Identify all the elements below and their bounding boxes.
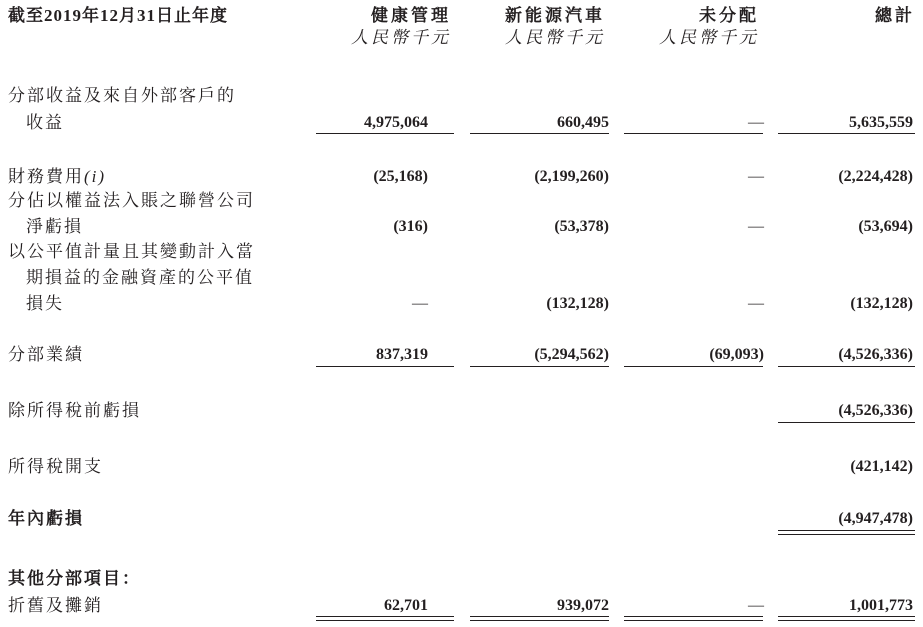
double-underline bbox=[778, 530, 915, 535]
column-header-health bbox=[291, 5, 451, 49]
underline bbox=[778, 422, 915, 423]
cell-value: (132,128) bbox=[546, 295, 609, 312]
double-underline bbox=[778, 616, 915, 621]
double-underline bbox=[316, 616, 454, 621]
cell-value: (421,142) bbox=[850, 458, 913, 475]
row-label-share-of-loss-2: 淨虧損 bbox=[26, 217, 83, 236]
double-underline bbox=[624, 616, 763, 621]
table-title: 截至2019年12月31日止年度 bbox=[8, 6, 228, 25]
underline bbox=[470, 366, 609, 367]
column-header-nev bbox=[445, 5, 605, 49]
cell-value: 837,319 bbox=[376, 346, 428, 363]
cell-value: — bbox=[748, 597, 764, 614]
row-label-other-items: 其他分部項目： bbox=[8, 569, 141, 588]
underline bbox=[778, 366, 915, 367]
underline bbox=[624, 366, 763, 367]
cell-value: (4,526,336) bbox=[838, 346, 913, 363]
row-label-fair-value-1: 以公平值計量且其變動計入當 bbox=[8, 242, 255, 261]
column-name: 新能源汽車 bbox=[505, 6, 605, 25]
cell-value: (4,947,478) bbox=[838, 510, 913, 527]
cell-value: (316) bbox=[393, 218, 428, 235]
cell-value: (69,093) bbox=[709, 346, 764, 363]
cell-value: 5,635,559 bbox=[849, 114, 913, 131]
cell-value: (2,224,428) bbox=[838, 168, 913, 185]
cell-value: (5,294,562) bbox=[534, 346, 609, 363]
cell-value: — bbox=[748, 114, 764, 131]
cell-value: — bbox=[748, 168, 764, 185]
cell-value: (2,199,260) bbox=[534, 168, 609, 185]
cell-value: 62,701 bbox=[384, 597, 428, 614]
column-header-unallocated bbox=[599, 5, 759, 49]
cell-value: 939,072 bbox=[557, 597, 609, 614]
row-label-share-of-loss-1: 分佔以權益法入賬之聯營公司 bbox=[8, 191, 255, 210]
underline bbox=[778, 133, 915, 134]
row-label-loss-for-year: 年內虧損 bbox=[8, 509, 84, 528]
underline bbox=[316, 366, 454, 367]
row-label-income-tax: 所得稅開支 bbox=[8, 457, 103, 476]
row-label-finance-costs bbox=[8, 165, 106, 189]
row-label-segment-revenue-1: 分部收益及來自外部客戶的 bbox=[8, 86, 236, 105]
cell-value: — bbox=[748, 295, 764, 312]
double-underline bbox=[470, 616, 609, 621]
underline bbox=[624, 133, 763, 134]
row-label-segment-revenue-2: 收益 bbox=[26, 113, 64, 132]
row-label-fair-value-3: 損失 bbox=[26, 294, 64, 313]
column-unit: 人民幣千元 bbox=[351, 28, 451, 47]
cell-value: — bbox=[748, 218, 764, 235]
cell-value: (25,168) bbox=[373, 168, 428, 185]
column-unit: 人民幣千元 bbox=[659, 28, 759, 47]
column-unit: 人民幣千元 bbox=[505, 28, 605, 47]
row-label-segment-results: 分部業績 bbox=[8, 345, 84, 364]
cell-value: (4,526,336) bbox=[838, 402, 913, 419]
row-label-depreciation: 折舊及攤銷 bbox=[8, 596, 103, 615]
cell-value: (53,378) bbox=[554, 218, 609, 235]
underline bbox=[316, 133, 454, 134]
underline bbox=[470, 133, 609, 134]
cell-value: 4,975,064 bbox=[364, 114, 428, 131]
label-text: 財務費用 bbox=[8, 167, 84, 186]
row-label-loss-before-tax: 除所得稅前虧損 bbox=[8, 401, 141, 420]
column-name: 總計 bbox=[875, 6, 915, 25]
column-name: 未分配 bbox=[699, 6, 759, 25]
note-ref: (i) bbox=[84, 167, 107, 186]
column-name: 健康管理 bbox=[371, 6, 451, 25]
cell-value: 660,495 bbox=[557, 114, 609, 131]
cell-value: (53,694) bbox=[858, 218, 913, 235]
cell-value: — bbox=[412, 295, 428, 312]
row-label-fair-value-2: 期損益的金融資產的公平值 bbox=[26, 268, 254, 287]
column-header-total bbox=[755, 5, 915, 27]
cell-value: 1,001,773 bbox=[849, 597, 913, 614]
cell-value: (132,128) bbox=[850, 295, 913, 312]
